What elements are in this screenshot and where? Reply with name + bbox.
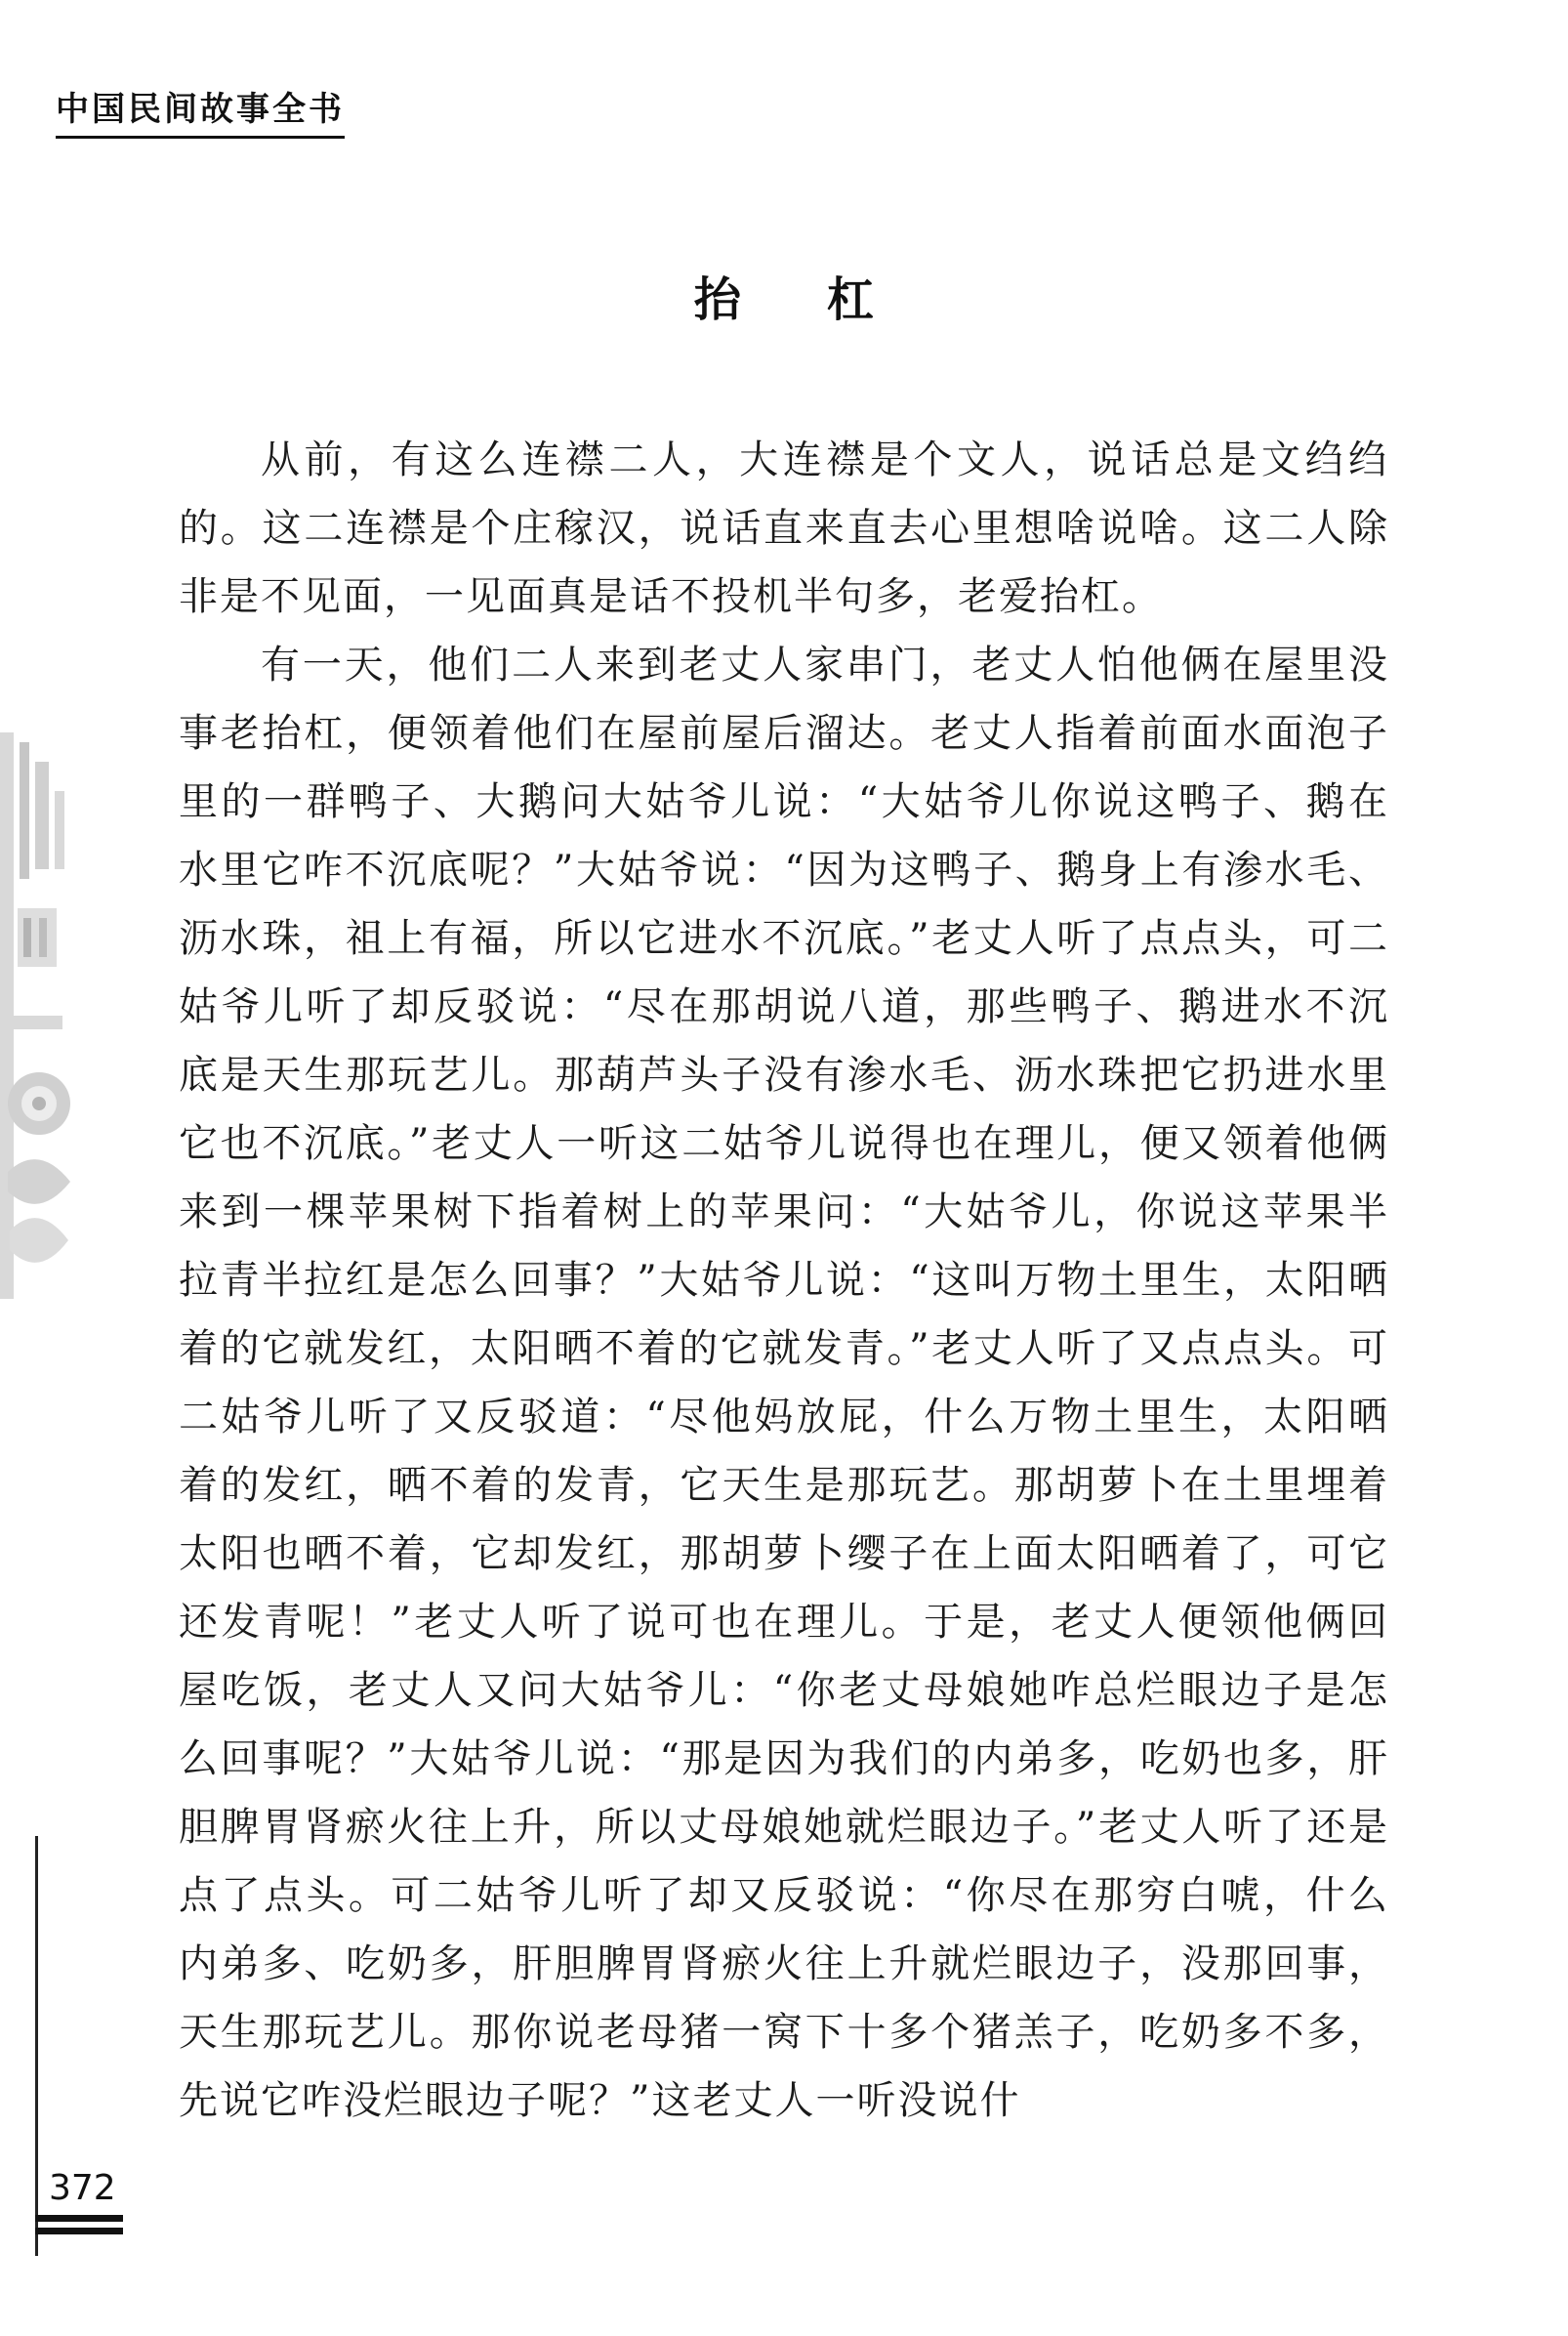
paragraph-1: 从前，有这么连襟二人，大连襟是个文人，说话总是文绉绉的。这二连襟是个庄稼汉，说话直来直去心里想啥说啥。这二人除非是不见面，一见面真是话不投机半句多，老爱抬杠。 xyxy=(179,438,1389,619)
page-margin-rule xyxy=(35,1836,38,2256)
page-number: 372 xyxy=(49,2168,116,2208)
side-ornament-image xyxy=(0,732,78,1299)
page-number-bars xyxy=(35,2215,123,2240)
paragraph-2: 有一天，他们二人来到老丈人家串门，老丈人怕他俩在屋里没事老抬杠，便领着他们在屋前屋后溜达。老丈人指着前面水面泡子里的一群鸭子、大鹅问大姑爷儿说：“大姑爷儿你说这鸭子、鹅在水里它咋不沉底呢？”大姑爷说：“因为这鸭子、鹅身上有渗水毛、沥水珠，祖上有福，所以它进水不沉底。”老丈人听了点点头，可二姑爷儿听了却反驳说：“尽在那胡说八道，那些鸭子、鹅进水不沉底是天生那玩艺儿。那葫芦头子没有渗水毛、沥水珠把它扔进水里它也不沉底。”老丈人一听这二姑爷儿说得也在理儿，便又领着他俩来到一棵苹果树下指着树上的苹果问：“大姑爷儿，你说这苹果半拉青半拉红是怎么回事？”大姑爷儿说：“这叫万物土里生，太阳晒着的它就发红，太阳晒不着的它就发青。”老丈人听了又点点头。可二姑爷儿听了又反驳道：“尽他妈放屁，什么万物土里生，太阳晒着的发红，晒不着的发青，它天生是那玩艺。那胡萝卜在土里埋着太阳也晒不着，它却发红，那胡萝卜缨子在上面太阳晒着了，可它还发青呢！”老丈人听了说可也在理儿。于是，老丈人便领他俩回屋吃饭，老丈人又问大姑爷儿：“你老丈母娘她咋总烂眼边子是怎么回事呢？”大姑爷儿说：“那是因为我们的内弟多，吃奶也多，肝胆脾胃肾瘀火往上升，所以丈母娘她就烂眼边子。”老丈人听了还是点了点头。可二姑爷儿听了却又反驳说：“你尽在那穷白唬，什么内弟多、吃奶多，肝胆脾胃肾瘀火往上升就烂眼边子，没那回事，天生那玩艺儿。那你说老母猪一窝下十多个猪羔子，吃奶多不多，先说它咋没烂眼边子呢？”这老丈人一听没说什 xyxy=(179,643,1389,2123)
page-bar-1 xyxy=(35,2215,123,2222)
page-bar-2 xyxy=(35,2228,123,2234)
story-title: 抬杠 xyxy=(693,272,960,327)
running-header: 中国民间故事全书 xyxy=(56,82,345,139)
story-body xyxy=(179,426,1389,2135)
